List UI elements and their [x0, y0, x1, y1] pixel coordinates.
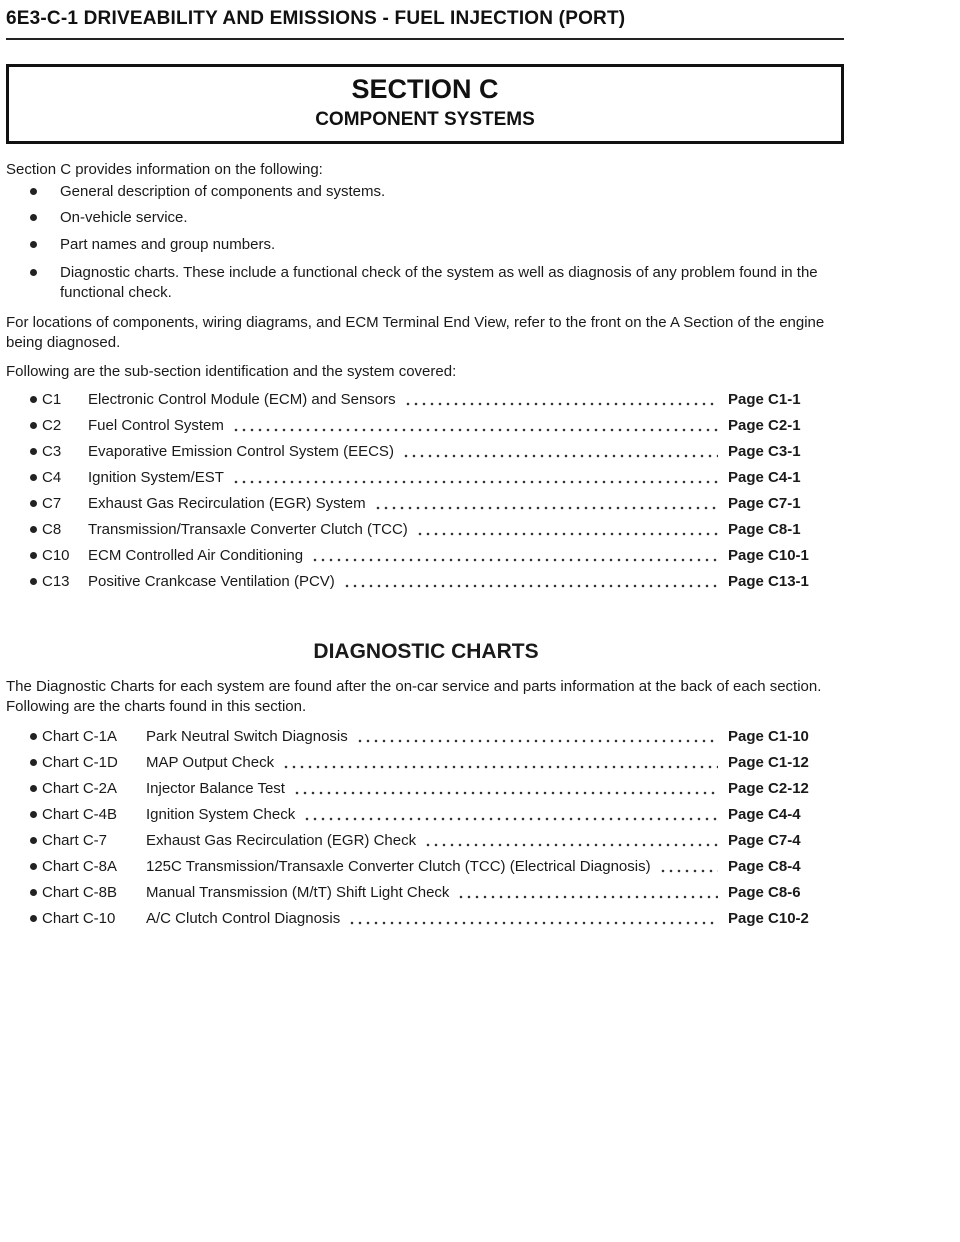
subsection-code: C10 — [42, 547, 70, 564]
dot-leader — [293, 779, 718, 799]
dot-leader — [356, 727, 718, 747]
bullet-dot — [30, 915, 37, 922]
chart-name: Ignition System Check — [146, 806, 296, 823]
dot-leader — [311, 546, 718, 566]
subsection-name: Ignition System/EST — [88, 469, 224, 486]
page-reference: Page C10-2 — [728, 910, 809, 927]
chart-row — [30, 857, 822, 877]
bullet-dot — [30, 241, 37, 248]
dot-leader — [232, 416, 718, 436]
following-paragraph: Following are the sub-section identification and the system covered: — [6, 363, 457, 380]
chart-code: Chart C-8B — [42, 884, 118, 901]
bullet-dot — [30, 759, 37, 766]
bullet-dot — [30, 552, 37, 559]
dot-leader — [232, 468, 718, 488]
bullet-text: Diagnostic charts. These include a functional check of the system as well as diagnosis of any problem found in the functional check. — [60, 264, 818, 301]
chart-name: MAP Output Check — [146, 754, 275, 771]
chart-row — [30, 909, 822, 929]
page-reference: Page C2-1 — [728, 417, 801, 434]
dot-leader — [416, 520, 718, 540]
bullet-dot — [30, 733, 37, 740]
chart-row — [30, 779, 822, 799]
subsection-name: Evaporative Emission Control System (EECS) — [88, 443, 394, 460]
bullet-dot — [30, 396, 37, 403]
chart-code: Chart C-1D — [42, 754, 118, 771]
bullet-dot — [30, 785, 37, 792]
subsection-row — [30, 494, 822, 514]
page-reference: Page C8-4 — [728, 858, 801, 875]
chart-name: A/C Clutch Control Diagnosis — [146, 910, 341, 927]
chart-code: Chart C-10 — [42, 910, 116, 927]
bullet-dot — [30, 837, 37, 844]
subsection-row — [30, 468, 822, 488]
page-reference: Page C3-1 — [728, 443, 801, 460]
bullet-dot — [30, 474, 37, 481]
chart-name: Exhaust Gas Recirculation (EGR) Check — [146, 832, 417, 849]
subsection-code: C4 — [42, 469, 62, 486]
section-title-box — [6, 64, 844, 144]
chart-row — [30, 805, 822, 825]
page-reference: Page C4-4 — [728, 806, 801, 823]
page-reference: Page C1-1 — [728, 391, 801, 408]
page-header — [6, 8, 844, 30]
subsection-row — [30, 572, 822, 592]
subsection-name: Fuel Control System — [88, 417, 224, 434]
bullet-dot — [30, 578, 37, 585]
subsection-code: C13 — [42, 573, 70, 590]
chart-code: Chart C-2A — [42, 780, 118, 797]
header-rule — [6, 38, 844, 40]
bullet-text: Part names and group numbers. — [60, 236, 276, 253]
dot-leader — [348, 909, 718, 929]
chart-name: Manual Transmission (M/tT) Shift Light Check — [146, 884, 450, 901]
dot-leader — [282, 753, 718, 773]
section-title: SECTION C — [351, 74, 499, 104]
bullet-dot — [30, 889, 37, 896]
page-reference: Page C10-1 — [728, 547, 809, 564]
bullet-text: On-vehicle service. — [60, 209, 188, 226]
dot-leader — [659, 857, 718, 877]
chart-row — [30, 727, 822, 747]
bullet-dot — [30, 863, 37, 870]
page-reference: Page C8-6 — [728, 884, 801, 901]
section-subtitle: COMPONENT SYSTEMS — [315, 109, 535, 130]
chart-name: Park Neutral Switch Diagnosis — [146, 728, 348, 745]
chart-name: Injector Balance Test — [146, 780, 285, 797]
page-reference: Page C8-1 — [728, 521, 801, 538]
subsection-code: C7 — [42, 495, 62, 512]
subsection-name: ECM Controlled Air Conditioning — [88, 547, 304, 564]
chart-code: Chart C-8A — [42, 858, 118, 875]
page-reference: Page C7-1 — [728, 495, 801, 512]
subsection-code: C3 — [42, 443, 62, 460]
chart-row — [30, 831, 822, 851]
chart-row — [30, 883, 822, 903]
page-reference: Page C4-1 — [728, 469, 801, 486]
subsection-row — [30, 546, 822, 566]
chart-code: Chart C-7 — [42, 832, 108, 849]
bullet-dot — [30, 526, 37, 533]
page-reference: Page C7-4 — [728, 832, 801, 849]
dot-leader — [457, 883, 718, 903]
bullet-dot — [30, 269, 37, 276]
diagnostic-charts-heading: DIAGNOSTIC CHARTS — [313, 640, 539, 663]
diagnostic-paragraph: The Diagnostic Charts for each system are found after the on-car service and parts information at the back of each section. Following are the charts found in this section. — [6, 678, 822, 715]
bullet-dot — [30, 448, 37, 455]
page-reference: Page C13-1 — [728, 573, 809, 590]
page-reference: Page C1-12 — [728, 754, 809, 771]
chart-name: 125C Transmission/Transaxle Converter Clutch (TCC) (Electrical Diagnosis) — [146, 858, 651, 875]
bullet-dot — [30, 811, 37, 818]
dot-leader — [343, 572, 718, 592]
subsection-name: Transmission/Transaxle Converter Clutch (TCC) — [88, 521, 408, 538]
subsection-name: Positive Crankcase Ventilation (PCV) — [88, 573, 335, 590]
intro-paragraph: Section C provides information on the following: — [6, 161, 323, 178]
subsection-row — [30, 442, 822, 462]
chart-row — [30, 753, 822, 773]
header-title: 6E3-C-1 DRIVEABILITY AND EMISSIONS - FUEL INJECTION (PORT) — [6, 8, 626, 29]
locations-paragraph: For locations of components, wiring diagrams, and ECM Terminal End View, refer to the front on the A Section of the engine being diagnosed. — [6, 314, 825, 351]
dot-leader — [424, 831, 718, 851]
bullet-text: General description of components and systems. — [60, 183, 386, 200]
subsection-row — [30, 520, 822, 540]
subsection-name: Exhaust Gas Recirculation (EGR) System — [88, 495, 366, 512]
subsection-row — [30, 416, 822, 436]
dot-leader — [374, 494, 718, 514]
subsection-name: Electronic Control Module (ECM) and Sensors — [88, 391, 396, 408]
bullet-dot — [30, 500, 37, 507]
bullet-dot — [30, 214, 37, 221]
dot-leader — [303, 805, 718, 825]
subsection-code: C8 — [42, 521, 62, 538]
subsection-code: C1 — [42, 391, 62, 408]
page-reference: Page C2-12 — [728, 780, 809, 797]
page-reference: Page C1-10 — [728, 728, 809, 745]
bullet-dot — [30, 188, 37, 195]
subsection-row — [30, 390, 822, 410]
bullet-dot — [30, 422, 37, 429]
chart-code: Chart C-1A — [42, 728, 118, 745]
subsection-code: C2 — [42, 417, 62, 434]
dot-leader — [404, 390, 718, 410]
chart-code: Chart C-4B — [42, 806, 118, 823]
dot-leader — [402, 442, 718, 462]
